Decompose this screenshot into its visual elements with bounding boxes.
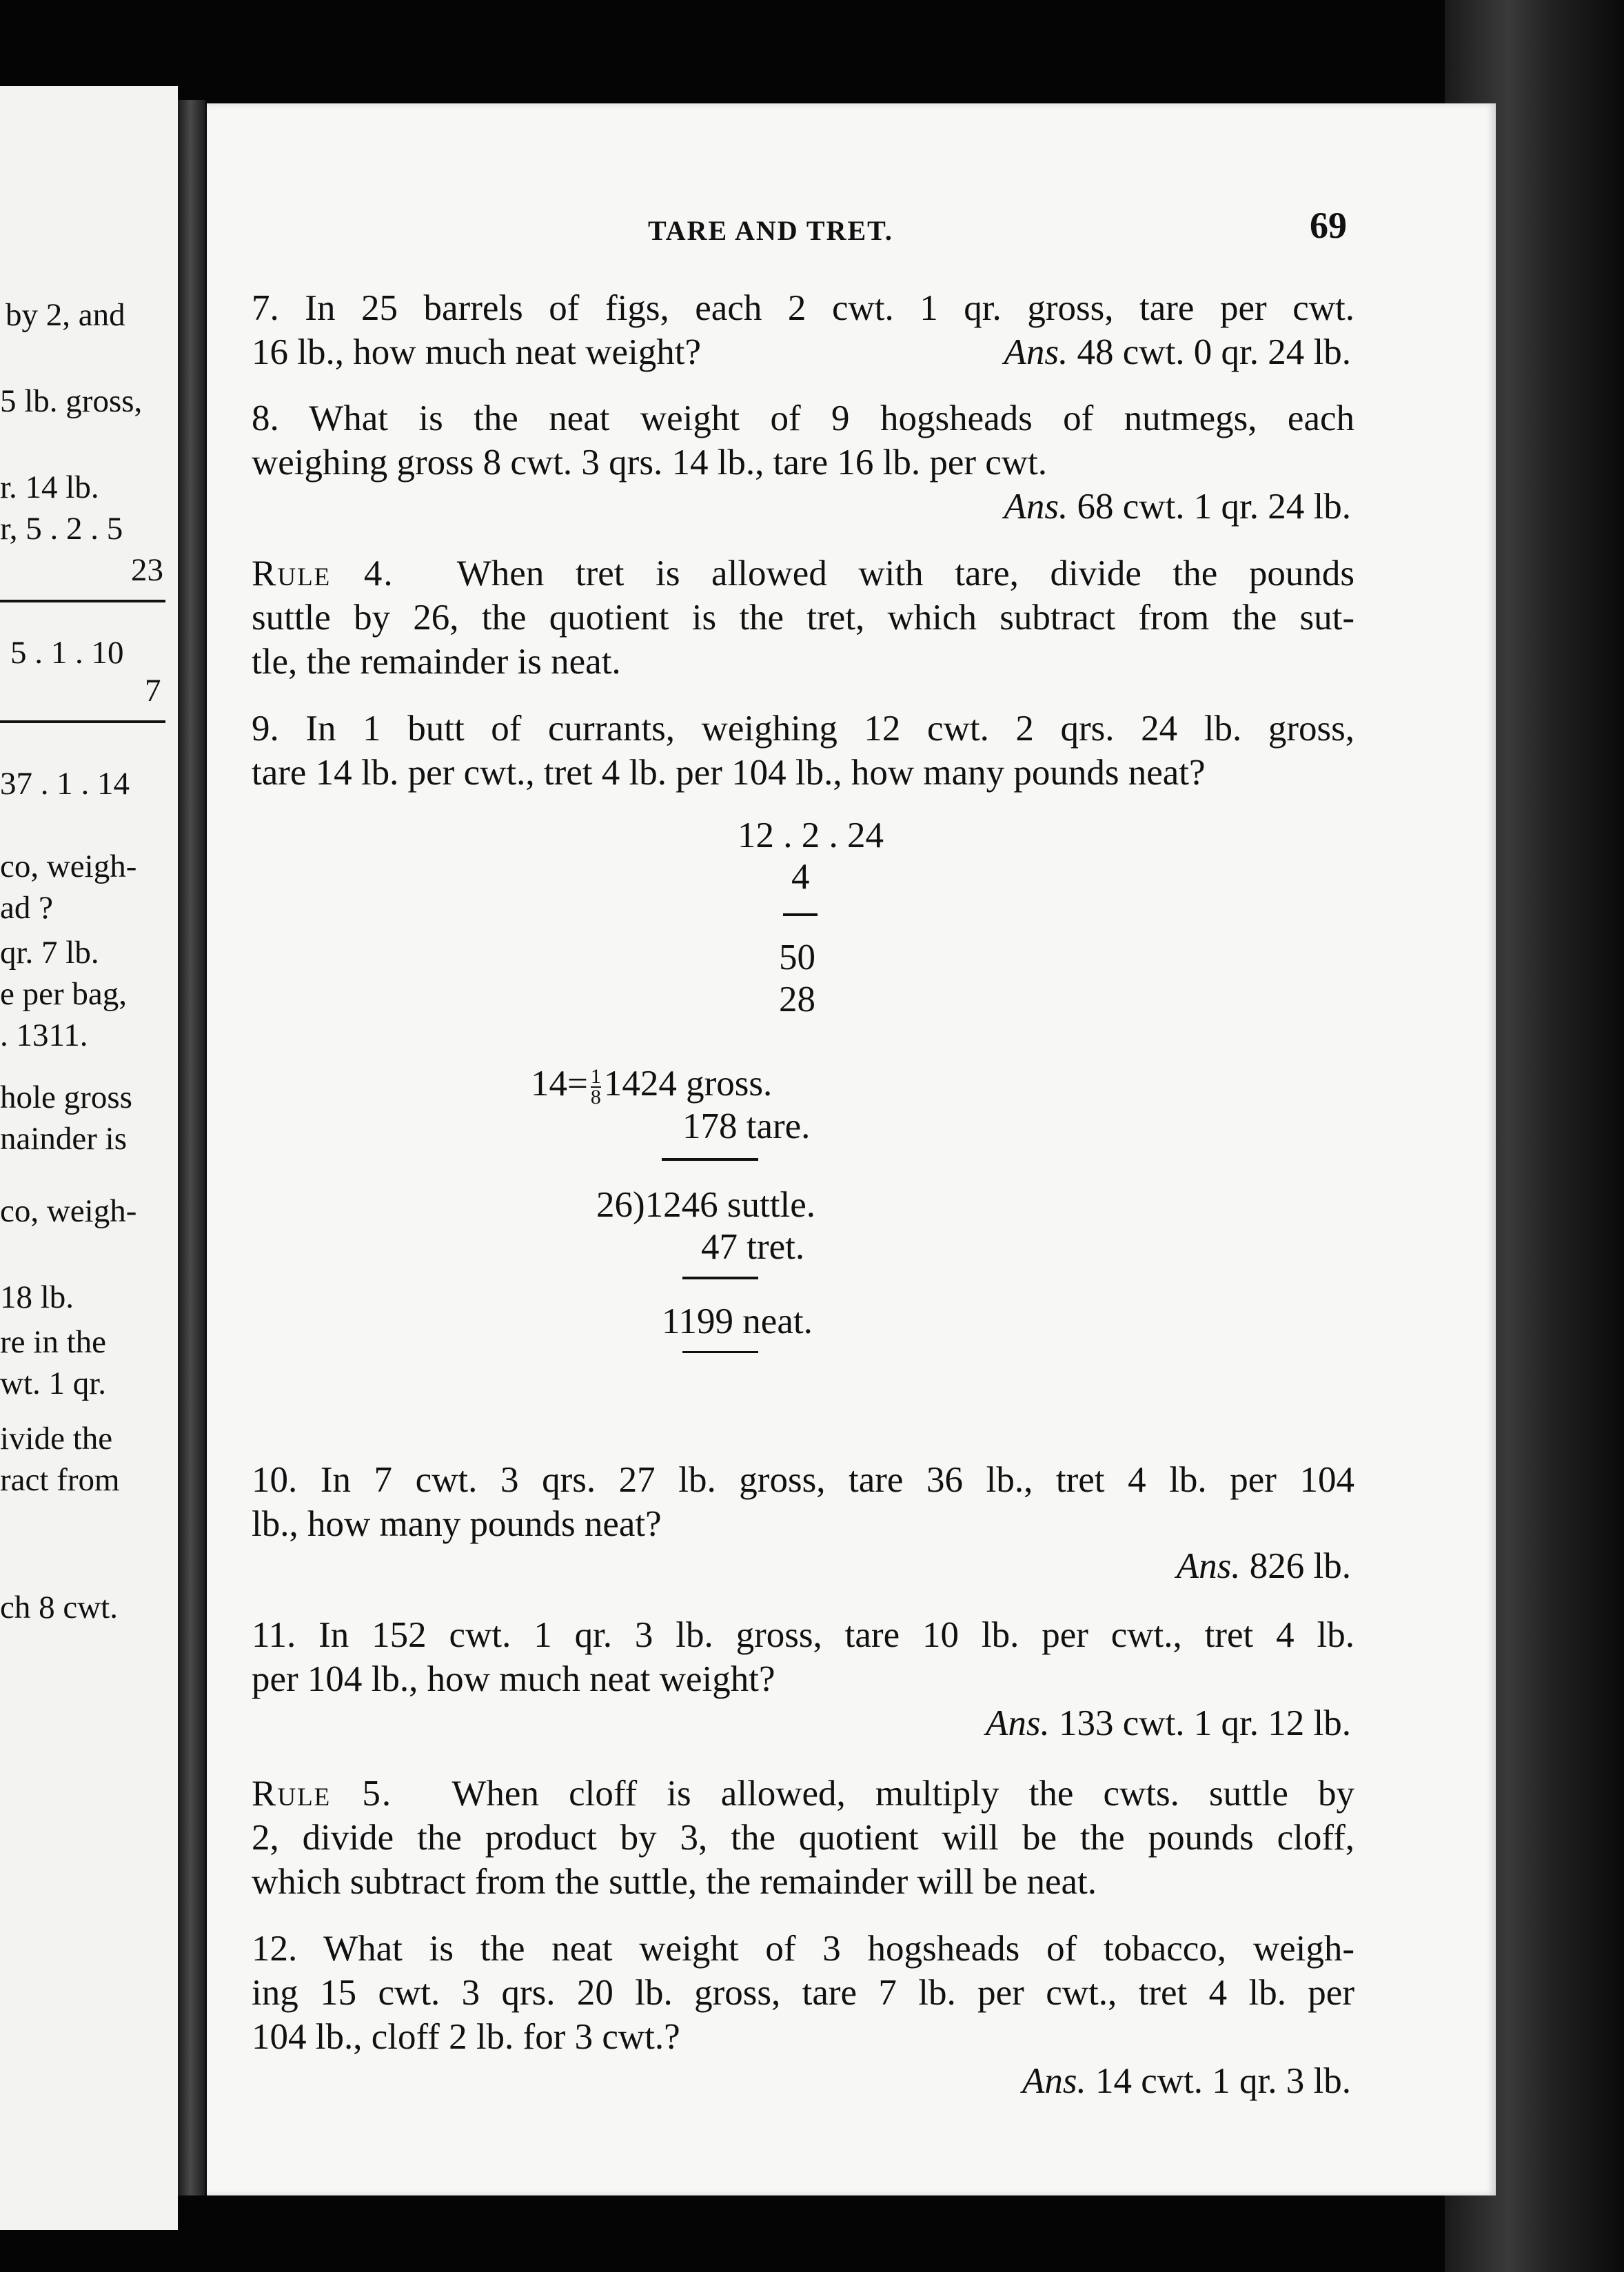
text-line	[252, 1772, 1354, 1816]
text-line: which subtract from the suttle, the remainder will be neat.	[252, 1862, 1097, 1902]
text-line: 12. What is the neat weight of 3 hogsheads of tobacco, weigh-	[252, 1929, 1354, 1969]
facing-text: 5 . 1 . 10	[10, 635, 124, 671]
answer-7	[1004, 330, 1351, 374]
text-line	[252, 551, 1354, 596]
answer-12	[1022, 2059, 1351, 2103]
calc-row	[682, 1104, 810, 1148]
problem-11	[252, 1613, 1354, 1701]
calc-row	[531, 1062, 772, 1107]
page-number: 69	[1310, 205, 1347, 246]
text-line: 10. In 7 cwt. 3 qrs. 27 lb. gross, tare 36 lb., tret 4 lb. per 104	[252, 1460, 1354, 1500]
facing-text: e per bag,	[0, 976, 127, 1012]
facing-text: 7	[145, 673, 161, 709]
calc-row: 4	[791, 857, 810, 897]
answer-11	[986, 1701, 1351, 1745]
fraction	[590, 1064, 601, 1108]
answer-value: 133 cwt. 1 qr. 12 lb.	[1059, 1703, 1351, 1743]
facing-text: 23	[131, 552, 163, 588]
answer-10	[1177, 1544, 1351, 1588]
facing-text: ivide the	[0, 1421, 113, 1457]
problem-10	[252, 1458, 1354, 1546]
answer-value: 14 cwt. 1 qr. 3 lb.	[1095, 2061, 1351, 2101]
facing-text: co, weigh-	[0, 1193, 137, 1229]
text-line: weighing gross 8 cwt. 3 qrs. 14 lb., tare 16 lb. per cwt.	[252, 443, 1048, 483]
answer-label: Ans.	[986, 1703, 1050, 1743]
answer-8	[1004, 485, 1351, 529]
facing-text: hole gross	[0, 1079, 132, 1115]
text-line: 8. What is the neat weight of 9 hogsheads of nutmegs, each	[252, 398, 1354, 438]
text-line: per 104 lb., how much neat weight?	[252, 1659, 775, 1699]
calc-label: suttle.	[727, 1185, 815, 1225]
answer-label: Ans.	[1004, 487, 1068, 527]
facing-text: wt. 1 qr.	[0, 1366, 107, 1401]
book-spine	[178, 100, 205, 2195]
text-line: 11. In 152 cwt. 1 qr. 3 lb. gross, tare 10 lb. per cwt., tret 4 lb.	[252, 1615, 1354, 1655]
text-line: tle, the remainder is neat.	[252, 642, 621, 682]
facing-text: ad ?	[0, 890, 53, 926]
facing-text: ract from	[0, 1462, 120, 1498]
running-head: TARE AND TRET.	[648, 215, 893, 246]
problem-12	[252, 1927, 1354, 2059]
calc-rule	[682, 1277, 758, 1279]
facing-text: qr. 7 lb.	[0, 935, 99, 971]
calc-row: 12 . 2 . 24	[738, 815, 884, 855]
calc-row	[596, 1183, 815, 1227]
book-page	[207, 103, 1496, 2195]
calc-number: 178	[682, 1106, 738, 1146]
text-line: tare 14 lb. per cwt., tret 4 lb. per 104 lb., how many pounds neat?	[252, 753, 1206, 793]
answer-label: Ans.	[1176, 1546, 1241, 1586]
facing-text: 37 . 1 . 14	[0, 766, 130, 802]
problem-8	[252, 396, 1354, 485]
rule-4	[252, 551, 1354, 684]
answer-label: Ans.	[1022, 2061, 1086, 2101]
calc-label: gross.	[686, 1064, 773, 1104]
divisor: 14=	[531, 1064, 588, 1104]
facing-rule	[0, 720, 165, 723]
calc-row: 28	[779, 980, 815, 1020]
rule-heading: Rule 5.	[252, 1774, 393, 1814]
facing-text: ch 8 cwt.	[0, 1590, 118, 1625]
fraction-numerator: 1	[590, 1064, 601, 1088]
rule-text: When cloff is allowed, multiply the cwts. suttle by	[451, 1774, 1354, 1814]
calc-number: 1424	[603, 1064, 677, 1104]
facing-rule	[0, 600, 165, 602]
rule-5	[252, 1772, 1354, 1904]
answer-value: 48 cwt. 0 qr. 24 lb.	[1077, 332, 1351, 372]
text-line: 9. In 1 butt of currants, weighing 12 cwt. 2 qrs. 24 lb. gross,	[252, 709, 1354, 749]
facing-text: nainder is	[0, 1121, 128, 1157]
calc-label: neat.	[742, 1301, 813, 1341]
calc-number: 26)1246	[596, 1185, 718, 1225]
text-line: ing 15 cwt. 3 qrs. 20 lb. gross, tare 7 lb. per cwt., tret 4 lb. per	[252, 1973, 1354, 2013]
facing-page	[0, 86, 178, 2230]
calc-row	[701, 1225, 804, 1269]
text-line: suttle by 26, the quotient is the tret, which subtract from the sut-	[252, 598, 1354, 638]
text-line: 7. In 25 barrels of figs, each 2 cwt. 1 qr. gross, tare per cwt.	[252, 288, 1354, 328]
problem-9	[252, 707, 1354, 795]
calc-number: 1199	[662, 1301, 734, 1341]
facing-text: 5 lb. gross,	[0, 383, 143, 419]
facing-text: 18 lb.	[0, 1279, 74, 1315]
calc-row	[662, 1299, 813, 1343]
answer-value: 68 cwt. 1 qr. 24 lb.	[1077, 487, 1351, 527]
fraction-denominator: 8	[590, 1085, 601, 1108]
calc-rule	[662, 1158, 758, 1161]
facing-text: . 1311.	[0, 1017, 88, 1053]
page-header	[207, 203, 1496, 252]
text-line: 2, divide the product by 3, the quotient will be the pounds cloff,	[252, 1818, 1354, 1858]
facing-text: r, 5 . 2 . 5	[0, 511, 123, 547]
facing-text: by 2, and	[6, 297, 125, 333]
answer-value: 826 lb.	[1249, 1546, 1351, 1586]
text-line: 16 lb., how much neat weight?	[252, 332, 702, 372]
facing-text: co, weigh-	[0, 849, 137, 884]
facing-text: r. 14 lb.	[0, 469, 99, 505]
calc-rule	[783, 913, 818, 916]
text-line: 104 lb., cloff 2 lb. for 3 cwt.?	[252, 2017, 680, 2057]
calc-label: tret.	[747, 1227, 805, 1267]
answer-label: Ans.	[1004, 332, 1068, 372]
calc-label: tare.	[746, 1106, 811, 1146]
rule-text: When tret is allowed with tare, divide the pounds	[456, 554, 1354, 594]
calc-row: 50	[779, 937, 815, 977]
text-line: lb., how many pounds neat?	[252, 1504, 662, 1544]
rule-heading: Rule 4.	[252, 554, 394, 594]
calc-rule	[682, 1351, 758, 1353]
facing-text: re in the	[0, 1324, 106, 1360]
calc-number: 47	[701, 1227, 738, 1267]
